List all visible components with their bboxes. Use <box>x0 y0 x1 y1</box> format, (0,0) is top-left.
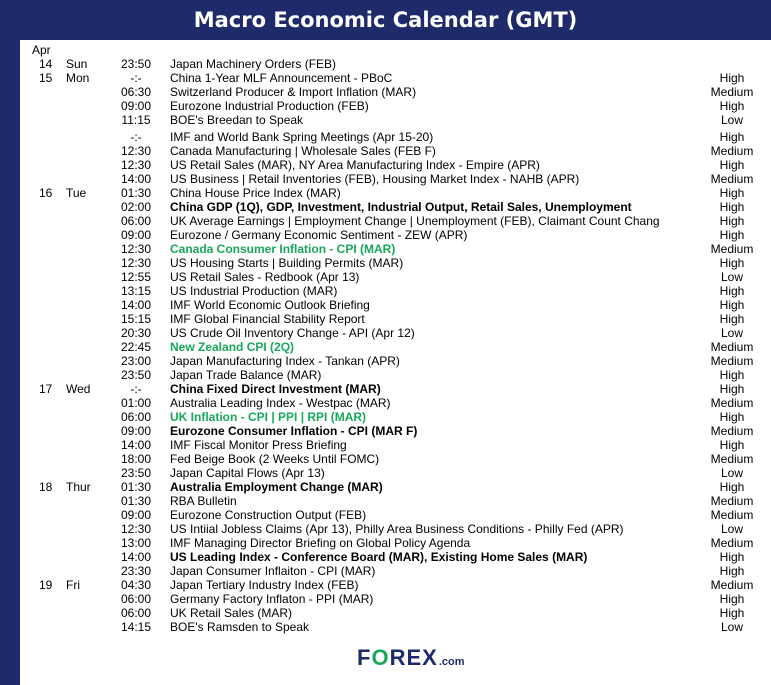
time-cell: 09:00 <box>120 508 152 522</box>
day-cell: 17 <box>39 382 53 396</box>
day-cell: 16 <box>39 186 53 200</box>
event-cell: UK Retail Sales (MAR) <box>170 606 293 620</box>
event-cell: China 1-Year MLF Announcement - PBoC <box>170 71 393 85</box>
impact-cell: Medium <box>710 536 754 550</box>
table-row <box>20 228 771 242</box>
calendar-rows <box>20 57 771 634</box>
day-cell: 15 <box>39 71 53 85</box>
time-cell: 18:00 <box>120 452 152 466</box>
calendar-panel <box>20 40 771 685</box>
event-cell: New Zealand CPI (2Q) <box>170 340 295 354</box>
time-cell: 11:15 <box>121 113 151 127</box>
event-cell: Canada Manufacturing | Wholesale Sales (FEB F) <box>170 144 436 158</box>
event-cell: US Housing Starts | Building Permits (MAR) <box>170 256 404 270</box>
impact-cell: Medium <box>710 494 754 508</box>
time-cell: 14:00 <box>120 298 152 312</box>
logo-suffix: .com <box>438 656 465 668</box>
weekday-cell: Fri <box>66 578 80 592</box>
time-cell: 12:30 <box>120 242 152 256</box>
impact-cell: High <box>719 284 745 298</box>
event-cell: UK Average Earnings | Employment Change | Unemployment (FEB), Claimant Count Chang <box>170 214 660 228</box>
event-cell: Eurozone Consumer Inflation - CPI (MAR F) <box>170 424 418 438</box>
time-cell: -:- <box>130 71 142 85</box>
impact-cell: Medium <box>710 578 754 592</box>
table-row <box>20 130 771 144</box>
impact-cell: Medium <box>710 452 754 466</box>
table-row <box>20 550 771 564</box>
time-cell: 23:30 <box>120 564 152 578</box>
time-cell: 12:55 <box>120 270 152 284</box>
impact-cell: High <box>719 99 745 113</box>
event-cell: Japan Machinery Orders (FEB) <box>170 57 337 71</box>
table-row <box>20 99 771 113</box>
impact-cell: High <box>719 228 745 242</box>
impact-cell: Medium <box>710 242 754 256</box>
impact-cell: Low <box>720 466 743 480</box>
event-cell: Japan Manufacturing Index - Tankan (APR) <box>170 354 400 368</box>
table-row <box>20 186 771 200</box>
time-cell: 12:30 <box>120 144 152 158</box>
time-cell: 09:00 <box>120 228 152 242</box>
table-row <box>20 354 771 368</box>
impact-cell: High <box>719 606 745 620</box>
table-row <box>20 158 771 172</box>
table-row <box>20 326 771 340</box>
day-cell: 19 <box>39 578 53 592</box>
time-cell: 09:00 <box>120 424 152 438</box>
impact-cell: High <box>719 312 745 326</box>
time-cell: 14:00 <box>120 172 152 186</box>
table-row <box>20 340 771 354</box>
table-row <box>20 256 771 270</box>
event-cell: Eurozone / Germany Economic Sentiment - ZEW (APR) <box>170 228 468 242</box>
impact-cell: High <box>719 256 745 270</box>
weekday-cell: Wed <box>66 382 91 396</box>
table-row <box>20 536 771 550</box>
table-row <box>20 466 771 480</box>
time-cell: 15:15 <box>120 312 152 326</box>
impact-cell: High <box>719 298 745 312</box>
table-row <box>20 564 771 578</box>
impact-cell: Low <box>720 522 743 536</box>
impact-cell: High <box>719 438 745 452</box>
time-cell: 01:00 <box>120 396 152 410</box>
impact-cell: High <box>719 382 745 396</box>
impact-cell: High <box>719 71 745 85</box>
table-row <box>20 71 771 85</box>
impact-cell: Low <box>720 113 743 127</box>
time-cell: 13:15 <box>120 284 152 298</box>
impact-cell: Medium <box>710 340 754 354</box>
time-cell: 22:45 <box>120 340 152 354</box>
event-cell: IMF Managing Director Briefing on Global Policy Agenda <box>170 536 471 550</box>
event-cell: China GDP (1Q), GDP, Investment, Industrial Output, Retail Sales, Unemployment <box>170 200 632 214</box>
event-cell: Japan Trade Balance (MAR) <box>170 368 322 382</box>
time-cell: 20:30 <box>120 326 152 340</box>
table-row <box>20 312 771 326</box>
page-title: Macro Economic Calendar (GMT) <box>193 8 578 32</box>
event-cell: BOE's Ramsden to Speak <box>170 620 310 634</box>
impact-cell: Medium <box>710 424 754 438</box>
event-cell: IMF World Economic Outlook Briefing <box>170 298 370 312</box>
table-row <box>20 270 771 284</box>
table-row <box>20 410 771 424</box>
forex-logo <box>357 645 465 675</box>
logo-wordmark: FOREX <box>357 645 438 670</box>
event-cell: US Retail Sales (MAR), NY Area Manufacturing Index - Empire (APR) <box>170 158 540 172</box>
table-row <box>20 284 771 298</box>
weekday-cell: Sun <box>66 57 88 71</box>
event-cell: BOE's Breedan to Speak <box>170 113 304 127</box>
event-cell: US Crude Oil Inventory Change - API (Apr 12) <box>170 326 415 340</box>
impact-cell: Low <box>720 620 743 634</box>
table-row <box>20 606 771 620</box>
event-cell: IMF and World Bank Spring Meetings (Apr 15-20) <box>170 130 434 144</box>
time-cell: 23:50 <box>120 466 152 480</box>
table-row <box>20 172 771 186</box>
time-cell: 06:00 <box>120 592 152 606</box>
table-row <box>20 494 771 508</box>
impact-cell: High <box>719 186 745 200</box>
event-cell: Japan Consumer Inflaiton - CPI (MAR) <box>170 564 376 578</box>
time-cell: 01:30 <box>120 480 152 494</box>
time-cell: 06:00 <box>120 214 152 228</box>
time-cell: 04:30 <box>120 578 152 592</box>
table-row <box>20 214 771 228</box>
event-cell: Japan Tertiary Industry Index (FEB) <box>170 578 359 592</box>
time-cell: 14:15 <box>120 620 152 634</box>
table-row <box>20 113 771 127</box>
time-cell: 23:00 <box>120 354 152 368</box>
day-cell: 18 <box>39 480 53 494</box>
impact-cell: High <box>719 480 745 494</box>
impact-cell: High <box>719 130 745 144</box>
event-cell: US Retail Sales - Redbook (Apr 13) <box>170 270 360 284</box>
impact-cell: Medium <box>710 85 754 99</box>
event-cell: UK Inflation - CPI | PPI | RPI (MAR) <box>170 410 367 424</box>
table-row <box>20 438 771 452</box>
table-row <box>20 592 771 606</box>
time-cell: 12:30 <box>120 256 152 270</box>
table-row <box>20 578 771 592</box>
event-cell: IMF Fiscal Monitor Press Briefing <box>170 438 347 452</box>
event-cell: Australia Employment Change (MAR) <box>170 480 383 494</box>
event-cell: Germany Factory Inflaton - PPI (MAR) <box>170 592 374 606</box>
table-row <box>20 85 771 99</box>
month-label: Apr <box>32 43 51 57</box>
time-cell: 06:00 <box>120 606 152 620</box>
event-cell: China Fixed Direct Investment (MAR) <box>170 382 381 396</box>
event-cell: IMF Global Financial Stability Report <box>170 312 365 326</box>
time-cell: 01:30 <box>120 186 152 200</box>
time-cell: 01:30 <box>120 494 152 508</box>
time-cell: 06:00 <box>120 410 152 424</box>
table-row <box>20 508 771 522</box>
impact-cell: High <box>719 564 745 578</box>
impact-cell: High <box>719 410 745 424</box>
time-cell: -:- <box>130 382 142 396</box>
table-row <box>20 424 771 438</box>
event-cell: Eurozone Construction Output (FEB) <box>170 508 367 522</box>
event-cell: Switzerland Producer & Import Inflation (MAR) <box>170 85 417 99</box>
event-cell: RBA Bulletin <box>170 494 237 508</box>
table-row <box>20 480 771 494</box>
table-row <box>20 522 771 536</box>
impact-cell: Low <box>720 326 743 340</box>
event-cell: US Leading Index - Conference Board (MAR), Existing Home Sales (MAR) <box>170 550 588 564</box>
event-cell: Australia Leading Index - Westpac (MAR) <box>170 396 391 410</box>
table-row <box>20 396 771 410</box>
impact-cell: Medium <box>710 144 754 158</box>
time-cell: 23:50 <box>120 57 152 71</box>
event-cell: Fed Beige Book (2 Weeks Until FOMC) <box>170 452 380 466</box>
impact-cell: High <box>719 368 745 382</box>
event-cell: China House Price Index (MAR) <box>170 186 341 200</box>
event-cell: US Industrial Production (MAR) <box>170 284 338 298</box>
table-row <box>20 57 771 71</box>
event-cell: Canada Consumer Inflation - CPI (MAR) <box>170 242 396 256</box>
day-cell: 14 <box>39 57 53 71</box>
weekday-cell: Tue <box>66 186 87 200</box>
time-cell: 06:30 <box>120 85 152 99</box>
weekday-cell: Mon <box>66 71 90 85</box>
impact-cell: High <box>719 214 745 228</box>
impact-cell: Medium <box>710 396 754 410</box>
impact-cell: High <box>719 592 745 606</box>
table-row <box>20 368 771 382</box>
table-row <box>20 200 771 214</box>
impact-cell: Medium <box>710 508 754 522</box>
table-row <box>20 144 771 158</box>
event-cell: US Business | Retail Inventories (FEB), Housing Market Index - NAHB (APR) <box>170 172 580 186</box>
time-cell: -:- <box>130 130 142 144</box>
time-cell: 09:00 <box>120 99 152 113</box>
table-row <box>20 452 771 466</box>
time-cell: 14:00 <box>120 550 152 564</box>
impact-cell: High <box>719 200 745 214</box>
impact-cell: High <box>719 158 745 172</box>
weekday-cell: Thur <box>66 480 91 494</box>
event-cell: US Intiial Jobless Claims (Apr 13), Philly Area Business Conditions - Philly Fed (APR) <box>170 522 624 536</box>
event-cell: Eurozone Industrial Production (FEB) <box>170 99 369 113</box>
time-cell: 12:30 <box>120 522 152 536</box>
time-cell: 02:00 <box>120 200 152 214</box>
time-cell: 12:30 <box>120 158 152 172</box>
table-row <box>20 242 771 256</box>
table-row <box>20 298 771 312</box>
impact-cell: Medium <box>710 172 754 186</box>
time-cell: 13:00 <box>120 536 152 550</box>
table-row <box>20 620 771 634</box>
table-row <box>20 382 771 396</box>
time-cell: 23:50 <box>120 368 152 382</box>
impact-cell: Medium <box>710 354 754 368</box>
impact-cell: Low <box>720 270 743 284</box>
time-cell: 14:00 <box>120 438 152 452</box>
impact-cell: High <box>719 550 745 564</box>
event-cell: Japan Capital Flows (Apr 13) <box>170 466 325 480</box>
